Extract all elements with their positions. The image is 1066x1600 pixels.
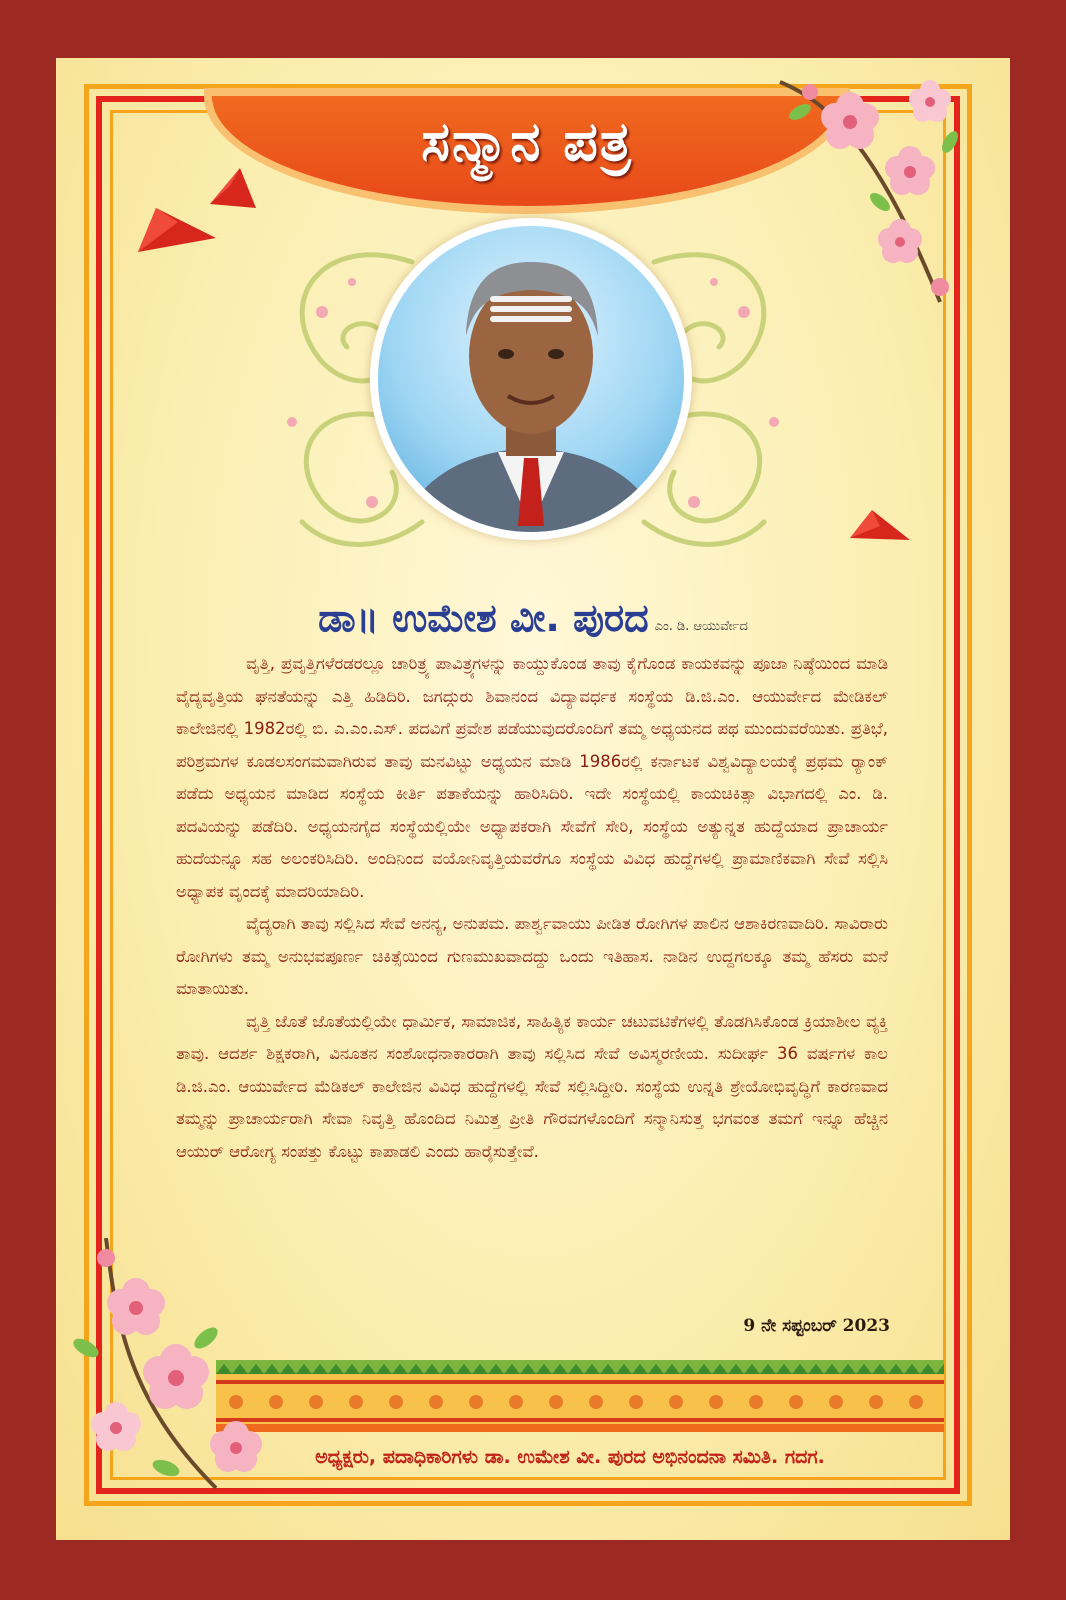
portrait-illustration xyxy=(378,226,684,532)
decorative-border-strip xyxy=(216,1360,944,1432)
citation-date: 9 ನೇ ಸಪ್ಟಂಬರ್ 2023 xyxy=(743,1316,890,1336)
honoree-name-line xyxy=(0,596,1066,641)
red-triangle-icon xyxy=(210,168,258,210)
citation-body xyxy=(176,648,888,1168)
footer-signature: ಅಧ್ಯಕ್ಷರು, ಪದಾಧಿಕಾರಿಗಳು ಡಾ. ಉಮೇಶ ವೀ. ಪುರದ ಅಭಿನಂದನಾ ಸಮಿತಿ. ಗದಗ. xyxy=(315,1446,825,1468)
red-triangle-icon xyxy=(138,208,218,254)
citation-paragraph-1: ವೃತ್ತಿ, ಪ್ರವೃತ್ತಿಗಳೆರಡರಲ್ಲೂ ಚಾರಿತ್ರ್ಯ ಪಾವಿತ್ರ್ಯಗಳನ್ನು ಕಾಯ್ದುಕೊಂಡ ತಾವು ಕೈಗೊಂಡ ಕಾಯಕವನ್ನು ಪೂಜಾ ನಿಷ್ಠೆಯಿಂದ ಮಾಡಿ ವೈದ್ಯವೃತ್ತಿಯ ಘನತೆಯನ್ನು ಎತ್ತಿ ಹಿಡಿದಿರಿ. ಜಗದ್ಗುರು ಶಿವಾನಂದ ವಿದ್ಯಾವರ್ಧಕ ಸಂಸ್ಥೆಯ ಡಿ.ಜಿ.ಎಂ. ಆಯುರ್ವೇದ ಮೇಡಿಕಲ್ ಕಾಲೇಜಿನಲ್ಲಿ 1982ರಲ್ಲಿ ಬಿ. ಎ.ಎಂ.ಎಸ್. ಪದವಿಗೆ ಪ್ರವೇಶ ಪಡೆಯುವುದರೊಂದಿಗೆ ತಮ್ಮ ಅಧ್ಯಯನದ ಪಥ ಮುಂದುವರೆಯಿತು. ಪ್ರತಿಭೆ, ಪರಿಶ್ರಮಗಳ ಕೂಡಲಸಂಗಮವಾಗಿರುವ ತಾವು ಮನವಿಟ್ಟು ಅಧ್ಯಯನ ಮಾಡಿ 1986ರಲ್ಲಿ ಕರ್ನಾಟಕ ವಿಶ್ವವಿದ್ಯಾಲಯಕ್ಕೆ ಪ್ರಥಮ ರ್‍ಯಾಂಕ್ ಪಡೆದು ಅಧ್ಯಯನ ಮಾಡಿದ ಸಂಸ್ಥೆಯ ಕೀರ್ತಿ ಪತಾಕೆಯನ್ನು ಹಾರಿಸಿದಿರಿ. ಇದೇ ಸಂಸ್ಥೆಯಲ್ಲಿ ಕಾಯಚಿಕಿತ್ಸಾ ವಿಭಾಗದಲ್ಲಿ ಎಂ. ಡಿ. ಪದವಿಯನ್ನು ಪಡೆದಿರಿ. ಅಧ್ಯಯನಗೈದ ಸಂಸ್ಥೆಯಲ್ಲಿಯೇ ಅಧ್ಯಾಪಕರಾಗಿ ಸೇವೆಗೆ ಸೇರಿ, ಸಂಸ್ಥೆಯ ಅತ್ಯುನ್ನತ ಹುದ್ದೆಯಾದ ಪ್ರಾಚಾರ್ಯ ಹುದೆಯನ್ನೂ ಸಹ ಅಲಂಕರಿಸಿದಿರಿ. ಅಂದಿನಿಂದ ವಯೋನಿವೃತ್ತಿಯವರೆಗೂ ಸಂಸ್ಥೆಯ ವಿವಿಧ ಹುದ್ದೆಗಳಲ್ಲಿ ಪ್ರಾಮಾಣಿಕವಾಗಿ ಸೇವೆ ಸಲ್ಲಿಸಿ ಅಧ್ಯಾಪಕ ವೃಂದಕ್ಕೆ ಮಾದರಿಯಾದಿರಿ. xyxy=(176,654,888,901)
citation-paragraph-2: ವೈದ್ಯರಾಗಿ ತಾವು ಸಲ್ಲಿಸಿದ ಸೇವೆ ಅನನ್ಯ, ಅನುಪಮ. ಪಾರ್ಶ್ವವಾಯು ಪೀಡಿತ ರೋಗಿಗಳ ಪಾಲಿನ ಆಶಾಕಿರಣವಾದಿರಿ. ಸಾವಿರಾರು ರೋಗಿಗಳು ತಮ್ಮ ಅನುಭವಪೂರ್ಣ ಚಿಕಿತ್ಸೆಯಿಂದ ಗುಣಮುಖವಾದದ್ದು ಒಂದು ಇತಿಹಾಸ. ನಾಡಿನ ಉದ್ದಗಲಕ್ಕೂ ತಮ್ಮ ಹೆಸರು ಮನೆ ಮಾತಾಯಿತು. xyxy=(176,914,888,998)
cherry-blossom-icon xyxy=(66,1238,286,1498)
honoree-name: ಡಾ॥ ಉಮೇಶ ವೀ. ಪುರದ xyxy=(318,596,649,640)
citation-paragraph-3: ವೃತ್ತಿ ಜೊತೆ ಜೊತೆಯಲ್ಲಿಯೇ ಧಾರ್ಮಿಕ, ಸಾಮಾಜಿಕ, ಸಾಹಿತ್ಯಿಕ ಕಾರ್ಯ ಚಟುವಟಿಕೆಗಳಲ್ಲಿ ತೊಡಗಿಸಿಕೊಂಡ ಕ್ರಿಯಾಶೀಲ ವ್ಯಕ್ತಿ ತಾವು. ಆದರ್ಶ ಶಿಕ್ಷಕರಾಗಿ, ವಿನೂತನ ಸಂಶೋಧನಾಕಾರರಾಗಿ ತಾವು ಸಲ್ಲಿಸಿದ ಸೇವೆ ಅವಿಸ್ಮರಣೀಯ. ಸುದೀರ್ಘ 36 ವರ್ಷಗಳ ಕಾಲ ಡಿ.ಜಿ.ಎಂ. ಆಯುರ್ವೇದ ಮೆಡಿಕಲ್ ಕಾಲೇಜಿನ ವಿವಿಧ ಹುದ್ದೆಗಳಲ್ಲಿ ಸೇವೆ ಸಲ್ಲಿಸಿದ್ದೀರಿ. ಸಂಸ್ಥೆಯ ಉನ್ನತಿ ಶ್ರೇಯೋಭಿವೃದ್ಧಿಗೆ ಕಾರಣವಾದ ತಮ್ಮನ್ನು ಪ್ರಾಚಾರ್ಯರಾಗಿ ಸೇವಾ ನಿವೃತ್ತಿ ಹೊಂದಿದ ನಿಮಿತ್ತ ಪ್ರೀತಿ ಗೌರವಗಳೊಂದಿಗೆ ಸನ್ಮಾನಿಸುತ್ತ ಭಗವಂತ ತಮಗೆ ಇನ್ನೂ ಹೆಚ್ಚಿನ ಆಯುರ್ ಆರೋಗ್ಯ ಸಂಪತ್ತು ಕೊಟ್ಟು ಕಾಪಾಡಲಿ ಎಂದು ಹಾರೈಸುತ್ತೇವೆ. xyxy=(176,1011,888,1161)
portrait-photo xyxy=(378,226,684,532)
red-triangle-icon xyxy=(850,510,912,542)
cherry-blossom-icon xyxy=(770,62,970,312)
honoree-degree: ಎಂ. ಡಿ. ಆಯುರ್ವೇದ xyxy=(654,619,748,634)
certificate-title: ಸನ್ಮಾನ ಪತ್ರ xyxy=(421,110,633,173)
